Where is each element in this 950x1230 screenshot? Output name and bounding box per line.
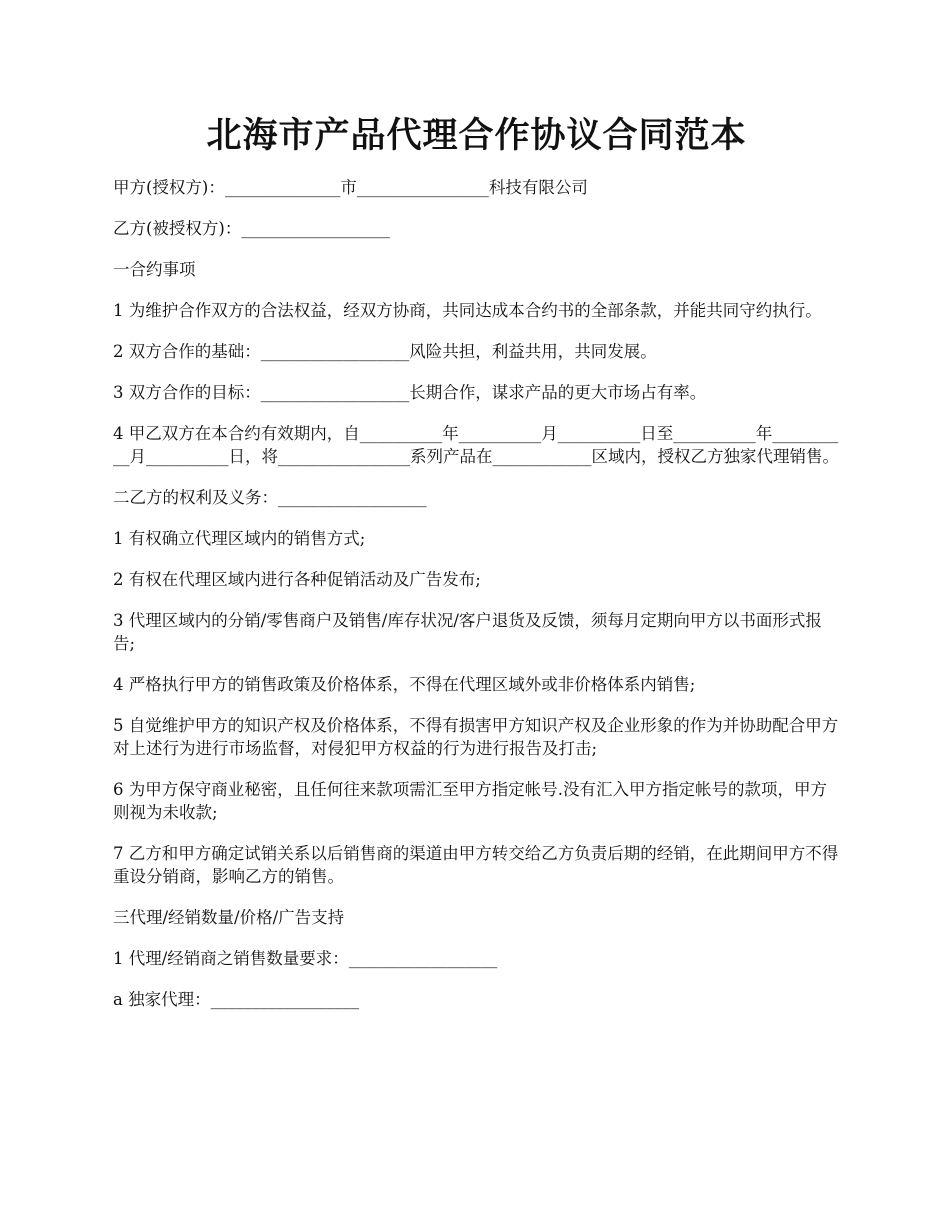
clause-1-3: 3 双方合作的目标：__________________长期合作，谋求产品的更大市场占有率。 (113, 383, 707, 402)
document-title: 北海市产品代理合作协议合同范本 (206, 115, 747, 156)
section-heading-sales-support: 三代理/经销数量/价格/广告支持 (113, 908, 345, 927)
clause-1-4: 4 甲乙双方在本合约有效期内，自__________年__________月__________日至__________年__________月__________日，将________________系列产品在____________区域内，授权乙方独家代理销售。 (113, 424, 839, 466)
clause-1-1: 1 为维护合作双方的合法权益，经双方协商，共同达成本合约书的全部条款，并能共同守约执行。 (113, 301, 822, 320)
section-heading-party-b-rights: 二乙方的权利及义务：__________________ (113, 488, 427, 507)
clause-2-5: 5 自觉维护甲方的知识产权及价格体系，不得有损害甲方知识产权及企业形象的作为并协助配合甲方对上述行为进行市场监督，对侵犯甲方权益的行为进行报告及打击; (113, 716, 839, 758)
clause-3-1a: a 独家代理：__________________ (113, 990, 360, 1009)
clause-2-3: 3 代理区域内的分销/零售商户及销售/库存状况/客户退货及反馈，须每月定期向甲方以书面形式报告; (113, 611, 822, 653)
clause-2-2: 2 有权在代理区域内进行各种促销活动及广告发布; (113, 570, 481, 589)
party-a-line: 甲方(授权方)：______________市________________科技有限公司 (113, 178, 588, 197)
clause-2-4: 4 严格执行甲方的销售政策及价格体系，不得在代理区域外或非价格体系内销售; (113, 675, 696, 694)
clause-2-7: 7 乙方和甲方确定试销关系以后销售商的渠道由甲方转交给乙方负责后期的经销，在此期间甲方不得重设分销商，影响乙方的销售。 (113, 844, 839, 886)
clause-2-6: 6 为甲方保守商业秘密，且任何往来款项需汇至甲方指定帐号.没有汇入甲方指定帐号的款项，甲方则视为未收款; (113, 780, 827, 822)
section-heading-contract-items: 一合约事项 (113, 260, 196, 279)
party-b-line: 乙方(被授权方)：__________________ (113, 219, 390, 238)
clause-1-2: 2 双方合作的基础：__________________风险共担，利益共用，共同发展。 (113, 342, 657, 361)
clause-3-1: 1 代理/经销商之销售数量要求：__________________ (113, 949, 498, 968)
clause-2-1: 1 有权确立代理区域内的销售方式; (113, 529, 366, 548)
document-page (113, 108, 840, 1029)
